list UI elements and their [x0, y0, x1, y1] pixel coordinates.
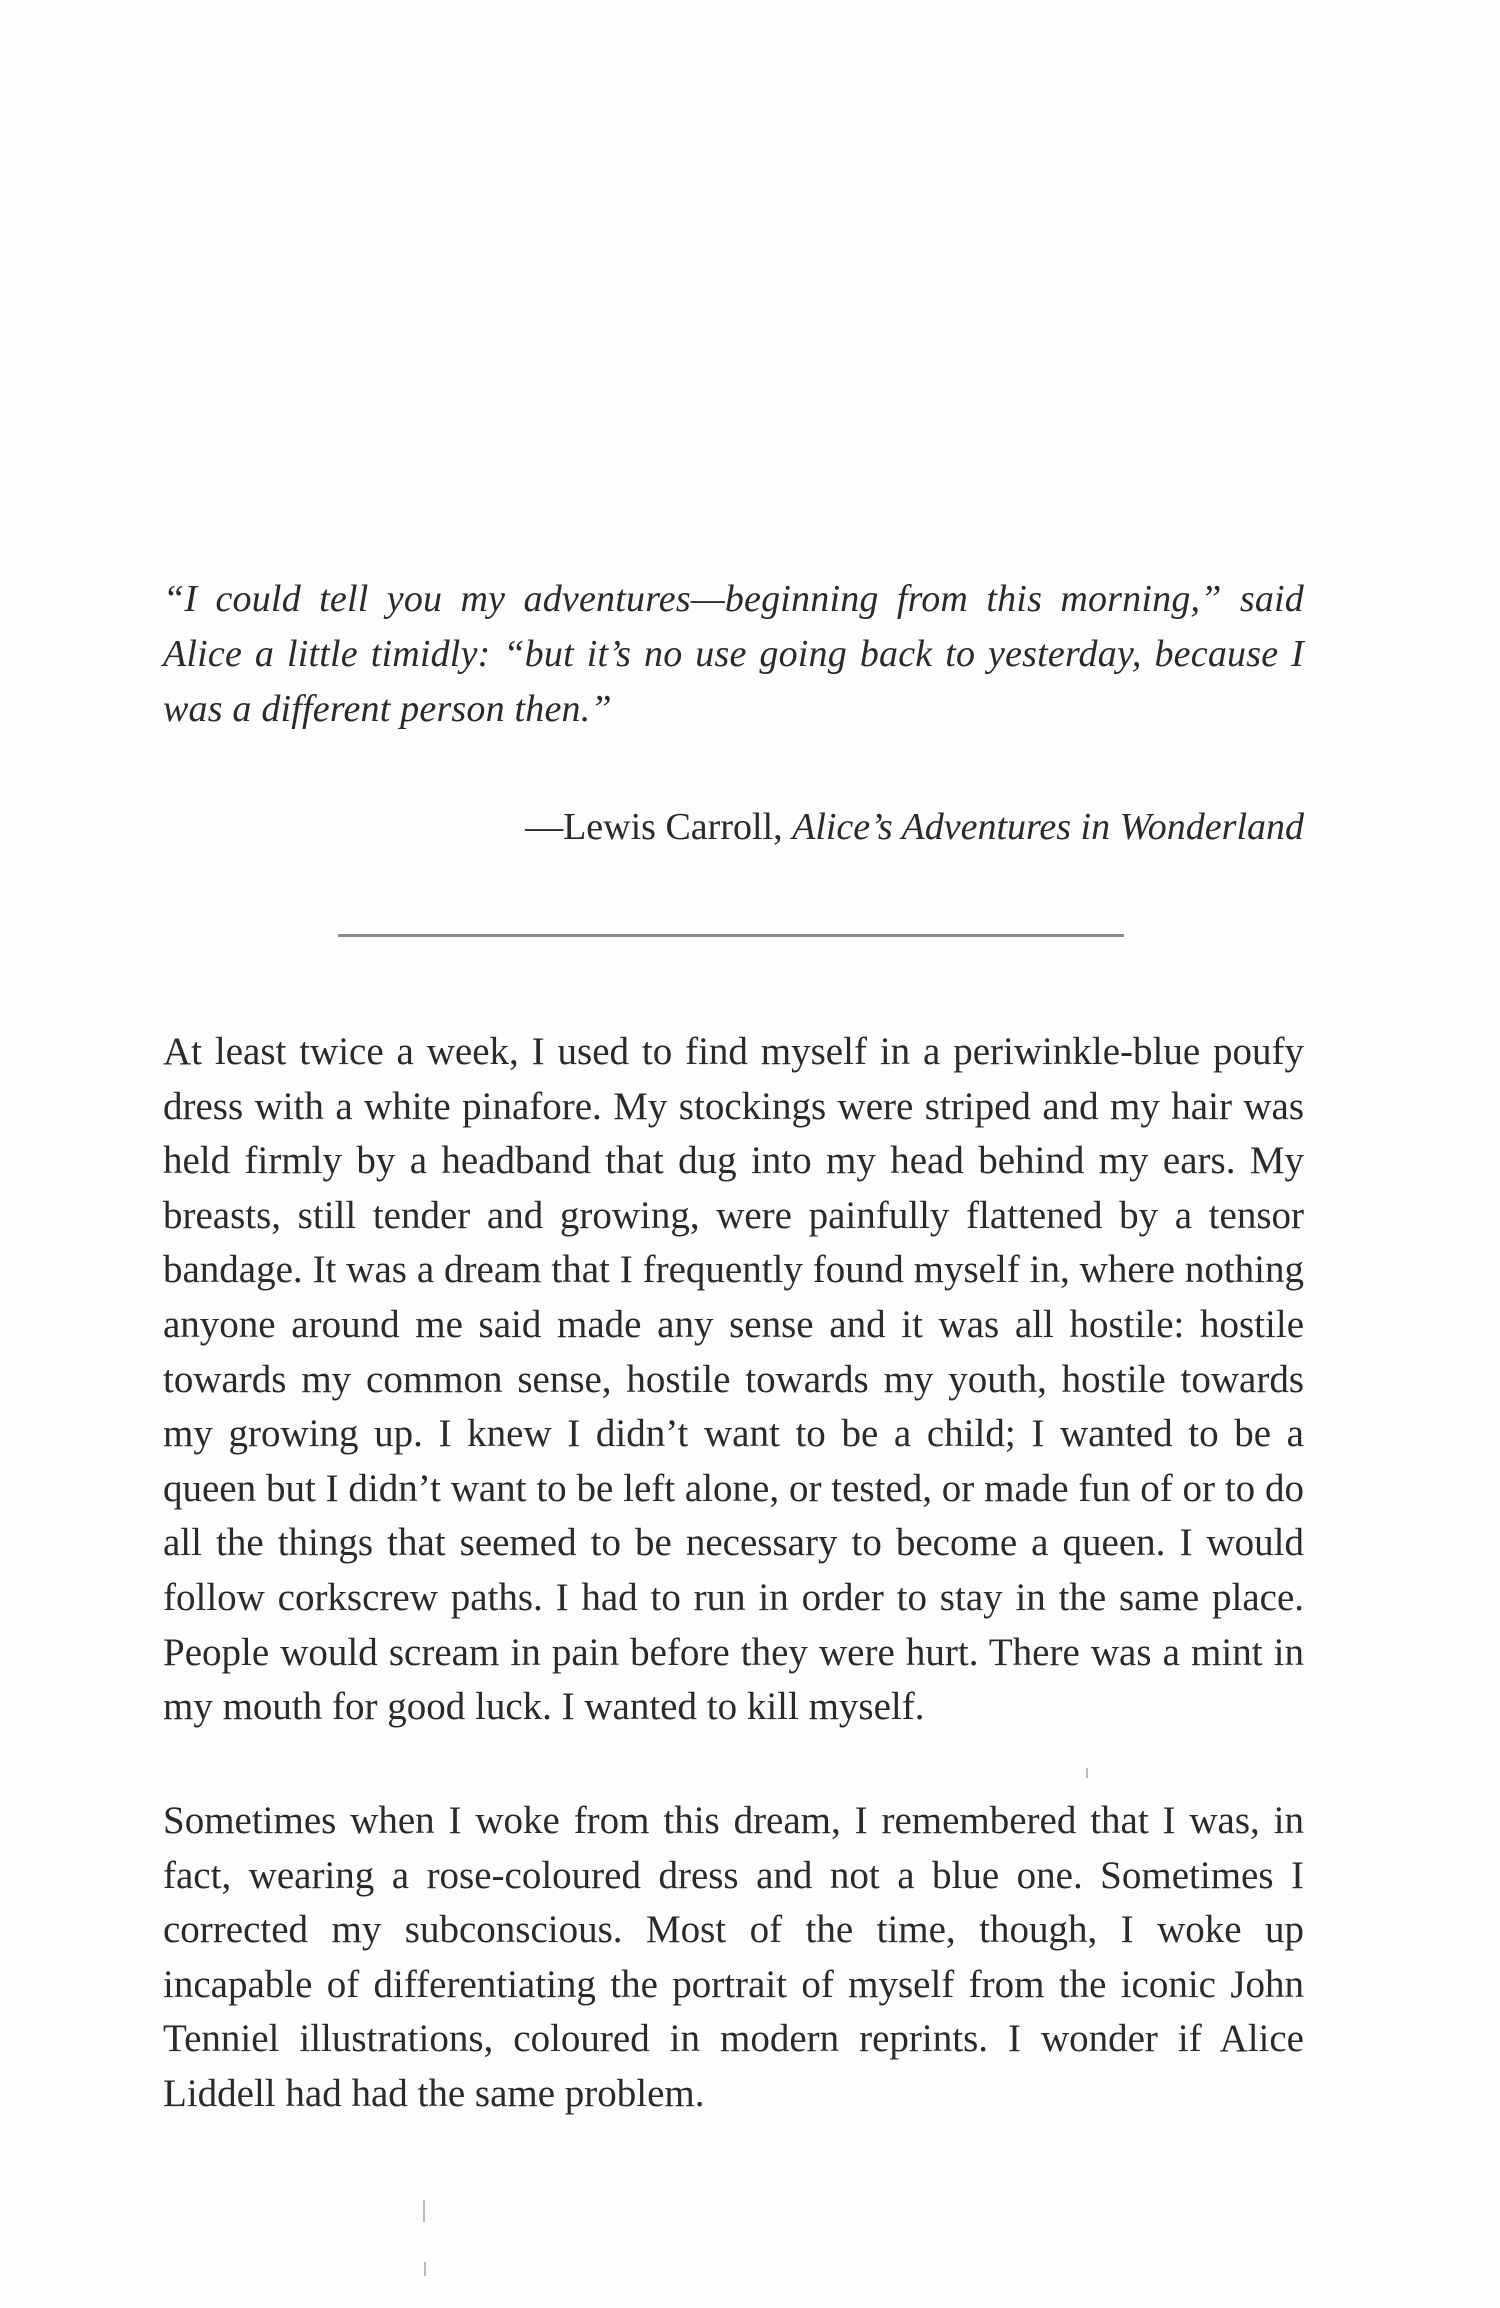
- epigraph-quote: “I could tell you my adventures—beginning from this morning,” said Alice a little timidly: “but it’s no use going back to yesterday, because I was a different person then.”: [163, 578, 1304, 730]
- body-paragraph: Sometimes when I woke from this dream, I remembered that I was, in fact, wearing a rose-coloured dress and not a blue one. Sometimes I corrected my subconscious. Most of the time, though, I woke up incapable of differentiating the portrait of myself from the iconic John Tenniel illustrations, coloured in modern reprints. I wonder if Alice Liddell had had the same problem.: [163, 1799, 1304, 2115]
- section-divider: [338, 934, 1124, 937]
- body-paragraph: At least twice a week, I used to find myself in a periwinkle-blue poufy dress with a white pinafore. My stockings were striped and my hair was held firmly by a headband that dug into my head behind my ears. My breasts, still tender and growing, were painfully flattened by a tensor bandage. It was a dream that I frequently found myself in, where nothing anyone around me said made any sense and it was all hostile: hostile towards my common sense, hostile towards my youth, hostile towards my growing up. I knew I didn’t want to be a child; I wanted to be a queen but I didn’t want to be left alone, or tested, or made fun of or to do all the things that seemed to be necessary to become a queen. I would follow corkscrew paths. I had to run in order to stay in the same place. People would scream in pain before they were hurt. There was a mint in my mouth for good luck. I wanted to kill myself.: [163, 1030, 1304, 1729]
- scan-speck: [1086, 1768, 1088, 1778]
- attribution-book-title: Alice’s Adventures in Wonderland: [792, 806, 1304, 848]
- scan-speck: [424, 2262, 426, 2276]
- epigraph-attribution: [525, 800, 1304, 855]
- scan-speck: [423, 2200, 425, 2222]
- attribution-author: —Lewis Carroll,: [525, 806, 793, 848]
